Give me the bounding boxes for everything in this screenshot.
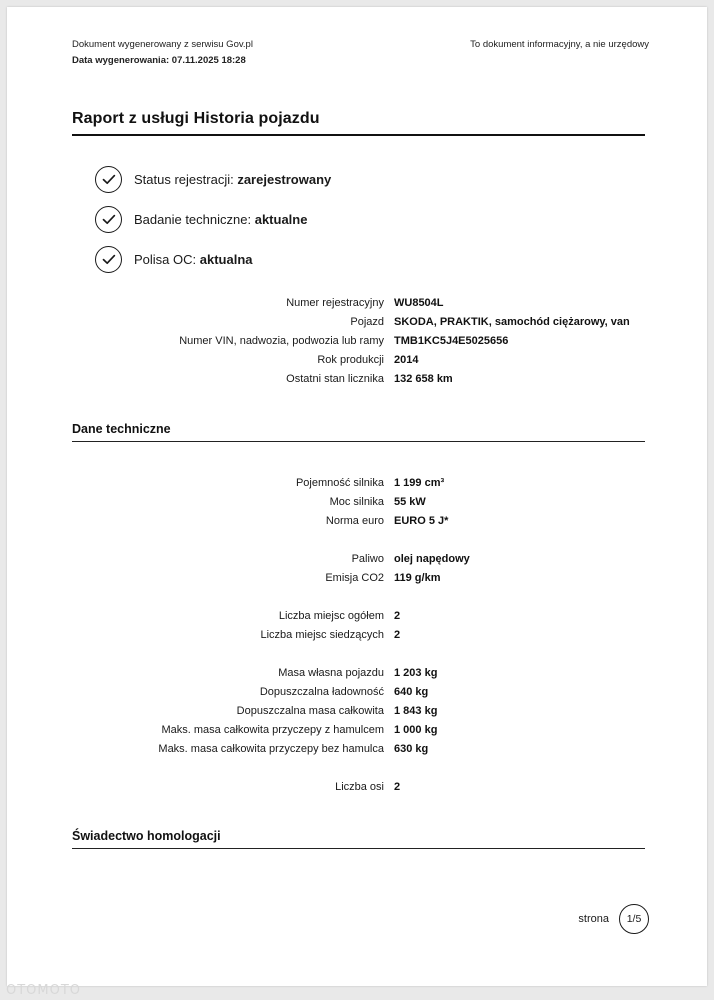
table-row (72, 702, 645, 721)
section-homologation-header (72, 829, 645, 849)
section-divider (72, 848, 645, 849)
row-value: 2014 (394, 354, 419, 366)
status-label-registration: Status rejestracji: (134, 171, 234, 187)
table-row (72, 664, 645, 683)
row-key: Paliwo (351, 553, 384, 565)
header-source-block (72, 37, 253, 69)
row-value: EURO 5 J* (394, 515, 449, 527)
row-value: 2 (394, 610, 401, 622)
check-circle-icon (95, 166, 122, 193)
status-label-insurance: Polisa OC: (134, 251, 197, 267)
row-value: SKODA, PRAKTIK, samochód ciężarowy, van (394, 316, 630, 328)
section-technical-header (72, 422, 645, 442)
row-spacer (72, 759, 645, 778)
status-value-inspection: aktualne (254, 211, 308, 227)
page-footer (578, 904, 649, 934)
vehicle-info-table (72, 294, 645, 389)
section-title-homologation: Świadectwo homologacji (72, 829, 221, 843)
row-value: 1 203 kg (394, 667, 438, 679)
row-value: 640 kg (394, 686, 429, 698)
row-key: Norma euro (325, 515, 384, 527)
status-label-inspection: Badanie techniczne: (134, 211, 252, 227)
header-date-label: Data wygenerowania: (72, 55, 170, 66)
table-row (72, 626, 645, 645)
watermark: OTOMOTO (6, 983, 82, 998)
table-row (72, 683, 645, 702)
row-value: 1 000 kg (394, 724, 438, 736)
row-value: 1 843 kg (394, 705, 438, 717)
status-row-insurance (95, 239, 655, 279)
table-row (72, 493, 645, 512)
row-key: Maks. masa całkowita przyczepy z hamulcem (161, 724, 384, 736)
row-value: WU8504L (394, 297, 444, 309)
row-key: Maks. masa całkowita przyczepy bez hamulca (158, 743, 384, 755)
page-number-badge: 1/5 (619, 904, 649, 934)
row-key: Numer rejestracyjny (286, 297, 384, 309)
check-circle-icon (95, 206, 122, 233)
row-key: Ostatni stan licznika (286, 373, 384, 385)
row-key: Rok produkcji (317, 354, 384, 366)
row-key: Numer VIN, nadwozia, podwozia lub ramy (179, 335, 384, 347)
table-row (72, 313, 645, 332)
row-value: 132 658 km (394, 373, 453, 385)
row-value: 2 (394, 629, 401, 641)
page-title: Raport z usługi Historia pojazdu (72, 110, 320, 127)
section-title-technical: Dane techniczne (72, 422, 171, 436)
document-page (7, 7, 707, 986)
row-spacer (72, 531, 645, 550)
row-spacer (72, 645, 645, 664)
table-row (72, 607, 645, 626)
table-row (72, 512, 645, 531)
row-value: 2 (394, 781, 401, 793)
page-title-block (72, 110, 645, 136)
table-row (72, 332, 645, 351)
row-value: 1 199 cm³ (394, 477, 445, 489)
status-row-inspection (95, 199, 655, 239)
row-key: Liczba miejsc siedzących (260, 629, 384, 641)
footer-page-label: strona (578, 913, 609, 925)
check-circle-icon (95, 246, 122, 273)
header-notice: To dokument informacyjny, a nie urzędowy (470, 39, 649, 50)
row-value: 119 g/km (394, 572, 441, 584)
title-divider (72, 134, 645, 136)
table-row (72, 740, 645, 759)
status-list (95, 159, 655, 279)
row-key: Pojemność silnika (295, 477, 384, 489)
row-key: Emisja CO2 (325, 572, 384, 584)
table-row (72, 721, 645, 740)
status-row-registration (95, 159, 655, 199)
row-key: Pojazd (350, 316, 384, 328)
header-source-line: Dokument wygenerowany z serwisu Gov.pl (72, 39, 253, 50)
row-key: Moc silnika (329, 496, 384, 508)
row-key: Dopuszczalna ładowność (259, 686, 384, 698)
status-value-registration: zarejestrowany (237, 171, 332, 187)
table-row (72, 778, 645, 797)
header-date-line (72, 53, 253, 69)
table-row (72, 370, 645, 389)
status-text-registration (134, 172, 331, 187)
status-value-insurance: aktualna (199, 251, 253, 267)
header-date-value: 07.11.2025 18:28 (171, 55, 246, 66)
table-row (72, 474, 645, 493)
row-key: Masa własna pojazdu (278, 667, 384, 679)
section-divider (72, 441, 645, 442)
row-value: olej napędowy (394, 553, 470, 565)
top-gutter (0, 0, 714, 7)
row-value: TMB1KC5J4E5025656 (394, 335, 509, 347)
table-row (72, 294, 645, 313)
status-text-inspection (134, 212, 307, 227)
row-key: Liczba osi (335, 781, 384, 793)
status-text-insurance (134, 252, 253, 267)
table-row (72, 569, 645, 588)
table-row (72, 351, 645, 370)
row-value: 630 kg (394, 743, 429, 755)
technical-data-table (72, 474, 645, 797)
row-key: Liczba miejsc ogółem (278, 610, 384, 622)
row-key: Dopuszczalna masa całkowita (236, 705, 384, 717)
table-row (72, 550, 645, 569)
row-value: 55 kW (394, 496, 426, 508)
row-spacer (72, 588, 645, 607)
